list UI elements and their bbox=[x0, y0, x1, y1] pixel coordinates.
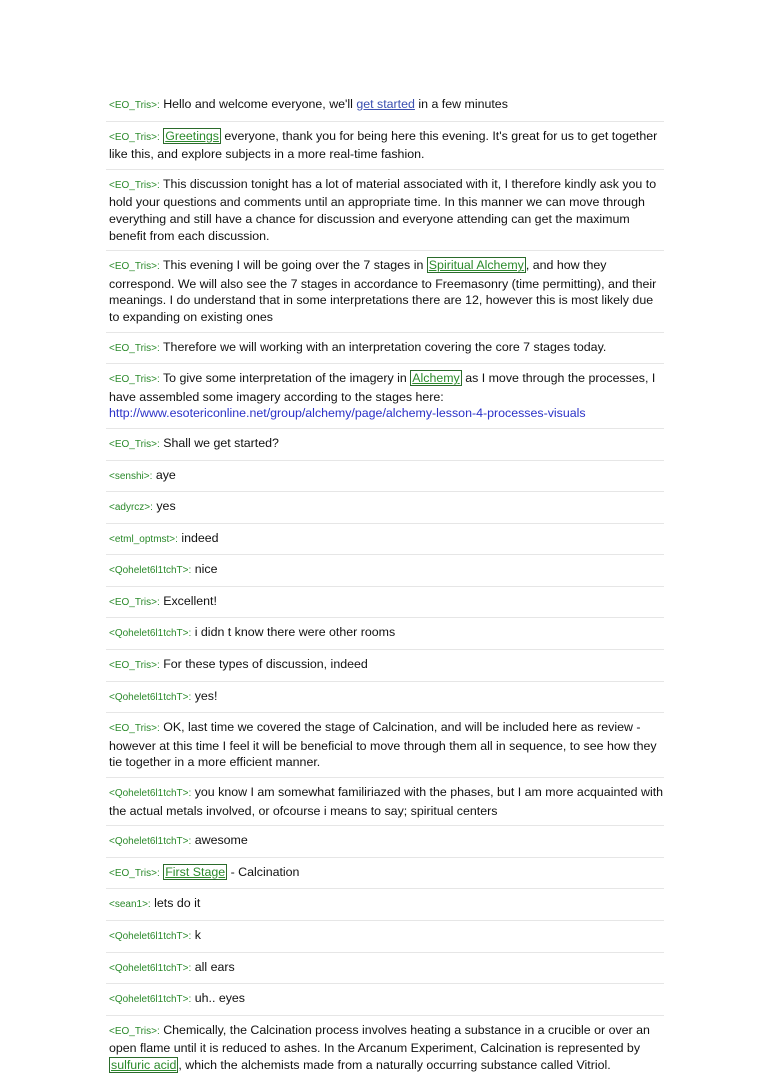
message-author: <EO_Tris>: bbox=[109, 261, 160, 273]
message-text: For these types of discussion, indeed bbox=[159, 657, 368, 672]
chat-message bbox=[106, 858, 664, 890]
message-text: indeed bbox=[177, 530, 219, 545]
message-text: k bbox=[191, 928, 201, 942]
message-author: <EO_Tris>: bbox=[109, 342, 160, 354]
message-author: <EO_Tris>: bbox=[109, 179, 160, 191]
chat-message bbox=[106, 682, 664, 714]
message-text: everyone, thank you for being here this evening. It's great for us to get together like this, and explore subjects in a more real-time fashion. bbox=[109, 128, 658, 162]
message-text: Therefore we will working with an interpretation covering the core 7 stages today. bbox=[159, 339, 607, 354]
message-text: as I move through the processes, I have assembled some imagery according to the stages here: bbox=[109, 371, 656, 404]
chat-message bbox=[106, 333, 664, 365]
message-author: <EO_Tris>: bbox=[109, 867, 160, 879]
chat-message bbox=[106, 1016, 664, 1080]
message-author: <EO_Tris>: bbox=[109, 596, 160, 608]
keyword-link[interactable]: sulfuric acid bbox=[111, 1057, 177, 1072]
message-author: <etml_optmst>: bbox=[109, 533, 178, 545]
message-text: This discussion tonight has a lot of material associated with it, I therefore kindly ask you to hold your questions and comments until an appropriate time. In this manner we can move through everything and still have a chance for discussion and everyone attending can get the maximum benefit from each discussion. bbox=[109, 176, 657, 243]
chat-message bbox=[106, 555, 664, 587]
message-text: Shall we get started? bbox=[159, 435, 279, 450]
url-link[interactable]: http://www.esotericonline.net/group/alchemy/page/alchemy-lesson-4-processes-visuals bbox=[109, 406, 586, 421]
chat-message bbox=[106, 461, 664, 493]
message-author: <Qohelet6l1tchT>: bbox=[109, 565, 192, 577]
chat-message bbox=[106, 713, 664, 778]
keyword-link[interactable]: Spiritual Alchemy bbox=[428, 258, 524, 273]
message-author: <Qohelet6l1tchT>: bbox=[109, 628, 192, 640]
message-text: yes! bbox=[191, 688, 218, 703]
chat-message bbox=[106, 921, 664, 953]
chat-message bbox=[106, 650, 664, 682]
message-text: you know I am somewhat familiriazed with the phases, but I am more acquainted with the actual metals involved, or ofcourse i means to say; spiritual centers bbox=[109, 785, 664, 818]
keyword-link[interactable]: Greetings bbox=[165, 128, 219, 143]
message-author: <Qohelet6l1tchT>: bbox=[109, 836, 192, 848]
chat-message bbox=[106, 524, 664, 556]
keyword-link[interactable]: Alchemy bbox=[412, 371, 460, 386]
message-text: i didn t know there were other rooms bbox=[191, 625, 396, 640]
message-author: <Qohelet6l1tchT>: bbox=[109, 931, 192, 942]
chat-message bbox=[106, 364, 664, 429]
message-text: aye bbox=[152, 467, 176, 482]
inline-link[interactable]: get started bbox=[356, 97, 415, 111]
chat-message bbox=[106, 429, 664, 461]
message-text: , and how they correspond. We will also see the 7 stages in accordance to Freemasonry (time permitting), and their meanings. I do understand that in some interpretations there are 12, however this is most likely due to expanding on existing ones bbox=[109, 258, 657, 324]
message-text: , which the alchemists made from a naturally occurring substance called Vitriol. bbox=[178, 1057, 611, 1072]
message-text: yes bbox=[152, 499, 176, 514]
chat-message bbox=[106, 170, 664, 251]
message-text: uh.. eyes bbox=[191, 991, 246, 1006]
message-author: <Qohelet6l1tchT>: bbox=[109, 788, 192, 800]
message-text: To give some interpretation of the imagery in bbox=[159, 371, 411, 386]
chat-message bbox=[106, 587, 664, 619]
message-text: This evening I will be going over the 7 stages in bbox=[159, 258, 427, 273]
message-author: <Qohelet6l1tchT>: bbox=[109, 962, 192, 974]
message-author: <adyrcz>: bbox=[109, 502, 153, 514]
message-author: <EO_Tris>: bbox=[109, 438, 160, 450]
chat-message bbox=[106, 953, 664, 985]
chat-transcript bbox=[106, 90, 664, 1080]
message-author: <EO_Tris>: bbox=[109, 660, 160, 672]
chat-message bbox=[106, 251, 664, 332]
message-author: <senshi>: bbox=[109, 470, 153, 482]
message-text: awesome bbox=[191, 833, 248, 848]
message-text: - Calcination bbox=[227, 864, 300, 879]
message-author: <Qohelet6l1tchT>: bbox=[109, 994, 192, 1006]
chat-message bbox=[106, 826, 664, 858]
message-author: <EO_Tris>: bbox=[109, 100, 160, 111]
message-author: <EO_Tris>: bbox=[109, 131, 160, 143]
chat-message bbox=[106, 122, 664, 170]
chat-message bbox=[106, 90, 664, 122]
chat-message bbox=[106, 984, 664, 1016]
message-text: OK, last time we covered the stage of Calcination, and will be included here as review - however at this time I feel it will be beneficial to move through them all in sequence, to see how they tie together in a more efficient manner. bbox=[109, 720, 657, 770]
chat-message bbox=[106, 778, 664, 826]
message-text: all ears bbox=[191, 959, 235, 974]
message-text: Excellent! bbox=[159, 593, 217, 608]
message-text: lets do it bbox=[150, 896, 201, 911]
message-text: Hello and welcome everyone, we'll bbox=[159, 97, 357, 111]
message-author: <EO_Tris>: bbox=[109, 723, 160, 735]
chat-message bbox=[106, 889, 664, 921]
message-author: <Qohelet6l1tchT>: bbox=[109, 691, 192, 703]
message-author: <sean1>: bbox=[109, 899, 151, 911]
message-text: Chemically, the Calcination process involves heating a substance in a crucible or over an open flame until it is reduced to ashes. In the Arcanum Experiment, Calcination is represented by bbox=[109, 1022, 650, 1056]
message-text: nice bbox=[191, 562, 218, 577]
message-author: <EO_Tris>: bbox=[109, 374, 160, 386]
message-author: <EO_Tris>: bbox=[109, 1025, 160, 1037]
message-text: in a few minutes bbox=[414, 97, 508, 111]
keyword-link[interactable]: First Stage bbox=[165, 864, 226, 879]
chat-message bbox=[106, 492, 664, 524]
chat-message bbox=[106, 618, 664, 650]
